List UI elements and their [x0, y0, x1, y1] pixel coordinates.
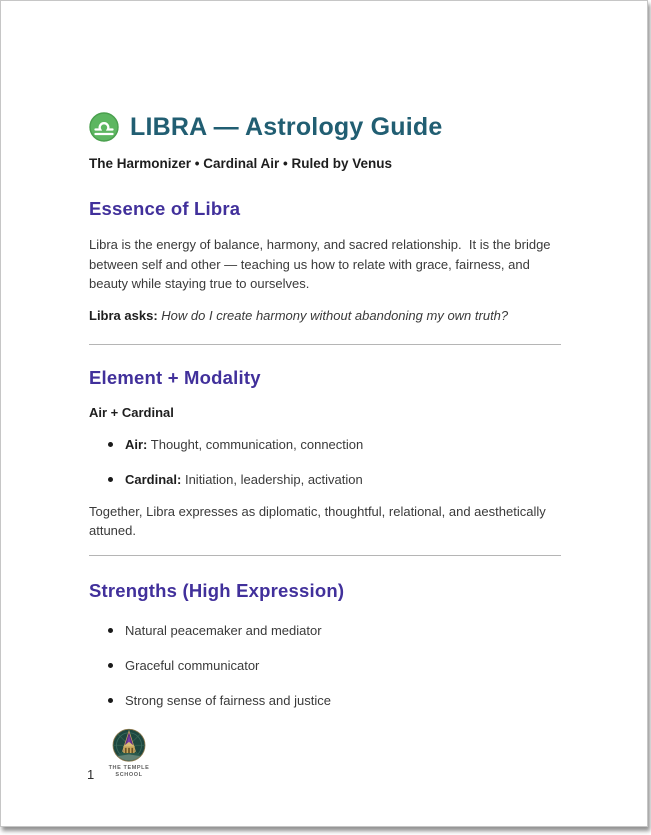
element-subheading: Air + Cardinal [89, 404, 174, 420]
bullet-text: Thought, communication, connection [150, 436, 364, 452]
wordmark-line2: SCHOOL [115, 771, 143, 778]
page-number: 1 [87, 767, 95, 782]
libra-asks-label: Libra asks: [89, 307, 158, 323]
section-divider [89, 344, 561, 345]
heading-element-modality: Element + Modality [89, 366, 261, 388]
bullet-bold-label: Cardinal: [125, 471, 182, 487]
heading-essence: Essence of Libra [89, 198, 241, 219]
libra-zodiac-icon [89, 112, 119, 142]
element-paragraph: Together, Libra expresses as diplomatic, thoughtful, relational, and aesthetically attuned. [89, 503, 550, 538]
essence-paragraph: Libra is the energy of balance, harmony, and sacred relationship. It is the bridge between self and other — teaching us how to relate with grace, fairness, and beauty while staying true to ourselves. [89, 237, 555, 291]
heading-strengths: Strengths (High Expression) [89, 579, 345, 601]
page-content [89, 1, 561, 709]
doc-subtitle: The Harmonizer • Cardinal Air • Ruled by Venus [89, 156, 393, 171]
libra-asks-line [89, 308, 561, 323]
section-divider [89, 555, 561, 556]
wordmark-line1: THE TEMPLE [108, 765, 150, 771]
bullet-text: Initiation, leadership, activation [184, 471, 363, 487]
libra-asks-question: How do I create harmony without abandoning my own truth? [161, 307, 509, 323]
list-item [89, 437, 561, 453]
list-item: Graceful communicator [89, 658, 561, 674]
bullet-bold-label: Air: [125, 436, 148, 452]
list-item: Strong sense of fairness and justice [89, 693, 561, 709]
list-item [89, 472, 561, 488]
list-item: Natural peacemaker and mediator [89, 623, 561, 639]
title-row [89, 112, 561, 142]
page-title: LIBRA — Astrology Guide [130, 112, 443, 141]
temple-school-wordmark [93, 765, 165, 778]
temple-school-logo [107, 728, 151, 766]
